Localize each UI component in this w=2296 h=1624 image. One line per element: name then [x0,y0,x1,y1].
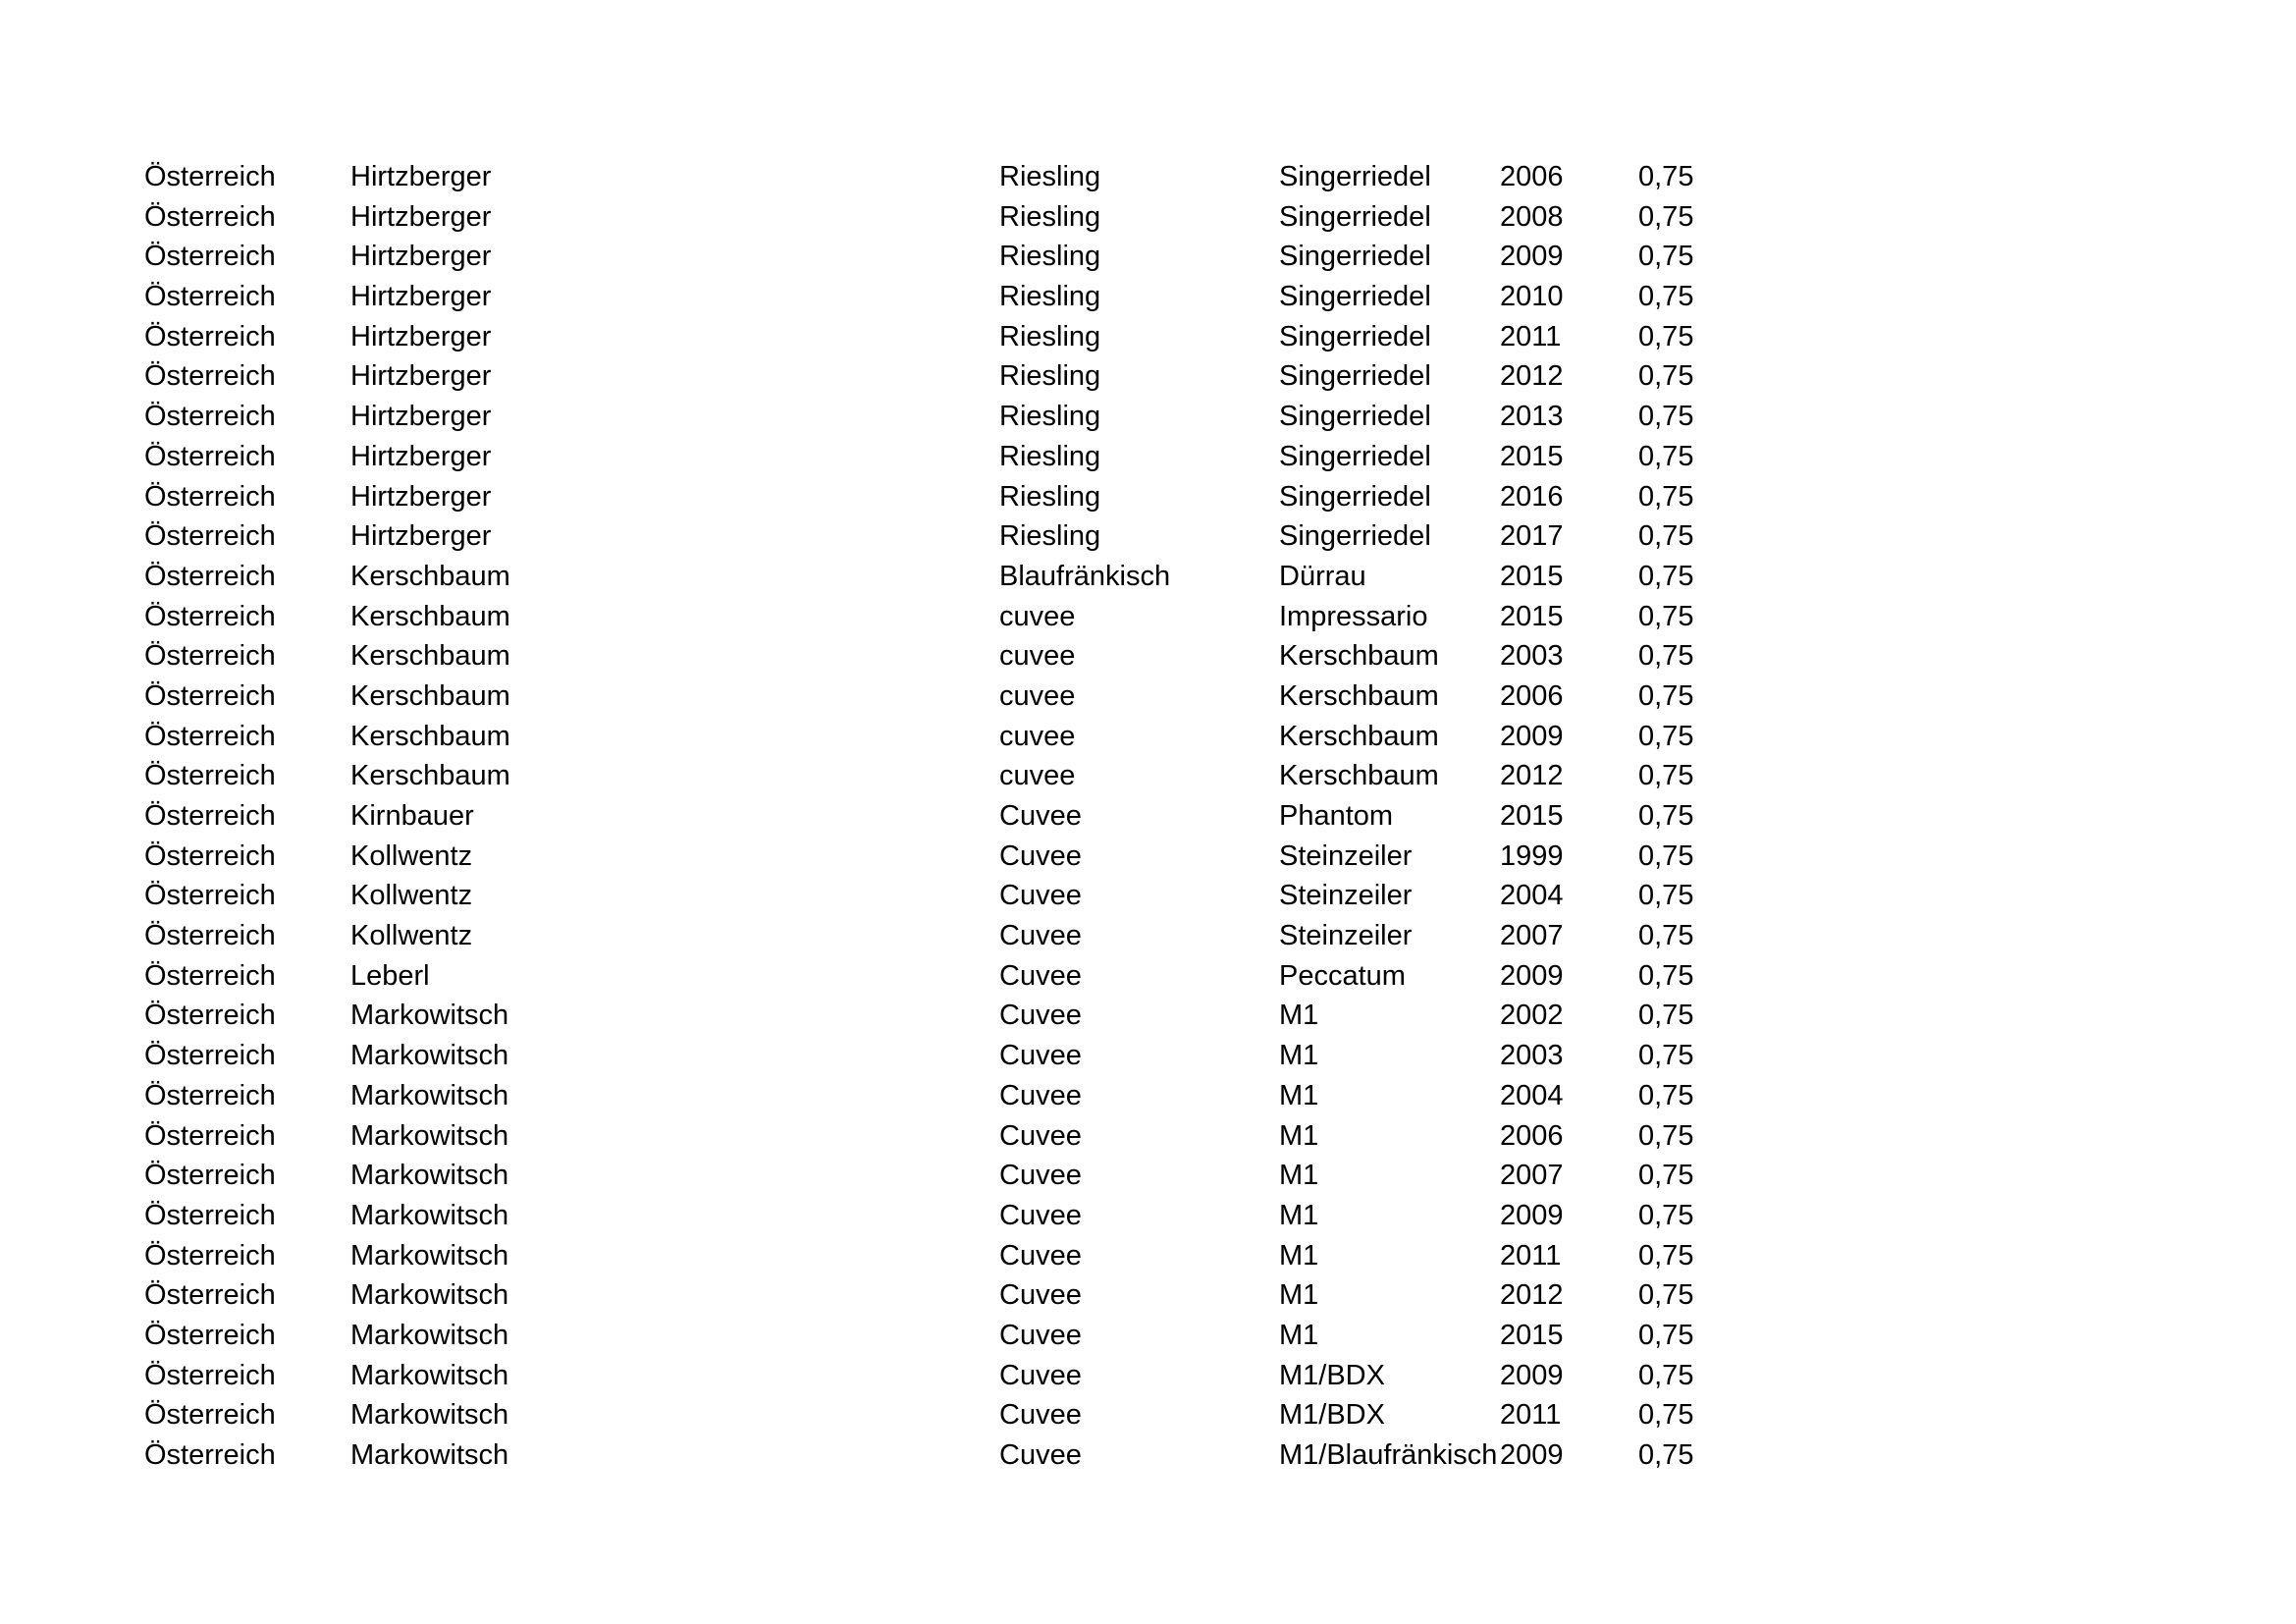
table-row [144,756,1715,796]
vintage-cell: 2007 [1500,1160,1564,1192]
bottle-size-cell: 0,75 [1638,1119,1694,1152]
table-row [144,237,1715,277]
producer-cell: Kollwentz [350,920,473,952]
bottle-size-cell: 0,75 [1638,920,1694,952]
bottle-size-cell: 0,75 [1638,1399,1694,1432]
producer-cell: Hirtzberger [350,281,492,313]
country-cell: Österreich [144,480,276,513]
producer-cell: Kerschbaum [350,679,510,712]
table-row [144,397,1715,437]
wine-name-cell: Steinzeiler [1279,920,1413,952]
variety-cell: Riesling [999,200,1101,233]
variety-cell: cuvee [999,640,1076,673]
variety-cell: Cuvee [999,1000,1082,1032]
vintage-cell: 2009 [1500,720,1564,752]
bottle-size-cell: 0,75 [1638,1239,1694,1272]
vintage-cell: 2006 [1500,161,1564,192]
producer-cell: Markowitsch [350,1079,509,1111]
producer-cell: Markowitsch [350,1199,509,1231]
variety-cell: Riesling [999,440,1101,472]
bottle-size-cell: 0,75 [1638,760,1694,792]
table-row [144,356,1715,397]
bottle-size-cell: 0,75 [1638,480,1694,513]
vintage-cell: 2007 [1500,920,1564,952]
producer-cell: Kerschbaum [350,640,510,673]
wine-name-cell: Kerschbaum [1279,760,1439,792]
country-cell: Österreich [144,1279,276,1312]
country-cell: Österreich [144,1319,276,1351]
country-cell: Österreich [144,360,276,393]
wine-name-cell: M1 [1279,1199,1319,1231]
variety-cell: Riesling [999,401,1101,433]
variety-cell: Cuvee [999,1359,1082,1391]
country-cell: Österreich [144,560,276,592]
wine-name-cell: M1 [1279,1119,1319,1152]
producer-cell: Markowitsch [350,1359,509,1391]
bottle-size-cell: 0,75 [1638,440,1694,472]
variety-cell: Cuvee [999,1160,1082,1192]
table-row [144,996,1715,1036]
bottle-size-cell: 0,75 [1638,520,1694,553]
bottle-size-cell: 0,75 [1638,720,1694,752]
vintage-cell: 2012 [1500,360,1564,393]
variety-cell: Cuvee [999,1319,1082,1351]
wine-name-cell: Steinzeiler [1279,880,1413,912]
wine-name-cell: Singerriedel [1279,281,1431,313]
bottle-size-cell: 0,75 [1638,560,1694,592]
country-cell: Österreich [144,1000,276,1032]
country-cell: Österreich [144,1239,276,1272]
country-cell: Österreich [144,1359,276,1391]
variety-cell: Cuvee [999,1279,1082,1312]
wine-name-cell: M1/BDX [1279,1399,1385,1432]
table-row [144,677,1715,717]
table-row [144,1435,1715,1476]
table-row [144,1395,1715,1435]
country-cell: Österreich [144,720,276,752]
bottle-size-cell: 0,75 [1638,1319,1694,1351]
bottle-size-cell: 0,75 [1638,839,1694,872]
wine-name-cell: Singerriedel [1279,401,1431,433]
wine-name-cell: M1 [1279,1319,1319,1351]
bottle-size-cell: 0,75 [1638,679,1694,712]
bottle-size-cell: 0,75 [1638,880,1694,912]
producer-cell: Hirtzberger [350,360,492,393]
vintage-cell: 2012 [1500,760,1564,792]
wine-name-cell: M1 [1279,1000,1319,1032]
variety-cell: Cuvee [999,1399,1082,1432]
wine-name-cell: Singerriedel [1279,200,1431,233]
vintage-cell: 2009 [1500,1439,1564,1471]
bottle-size-cell: 0,75 [1638,1359,1694,1391]
wine-name-cell: Singerriedel [1279,161,1431,192]
table-row [144,717,1715,757]
producer-cell: Markowitsch [350,1319,509,1351]
wine-name-cell: Singerriedel [1279,520,1431,553]
vintage-cell: 2015 [1500,800,1564,832]
vintage-cell: 2015 [1500,560,1564,592]
vintage-cell: 2003 [1500,1040,1564,1072]
variety-cell: cuvee [999,760,1076,792]
producer-cell: Kirnbauer [350,800,474,832]
country-cell: Österreich [144,281,276,313]
producer-cell: Markowitsch [350,1000,509,1032]
country-cell: Österreich [144,959,276,992]
bottle-size-cell: 0,75 [1638,401,1694,433]
table-row [144,1356,1715,1396]
country-cell: Österreich [144,520,276,553]
bottle-size-cell: 0,75 [1638,161,1694,192]
table-row [144,1116,1715,1157]
variety-cell: cuvee [999,679,1076,712]
vintage-cell: 2010 [1500,281,1564,313]
country-cell: Österreich [144,1439,276,1471]
country-cell: Österreich [144,1079,276,1111]
bottle-size-cell: 0,75 [1638,640,1694,673]
producer-cell: Kollwentz [350,880,473,912]
producer-cell: Leberl [350,959,430,992]
vintage-cell: 2012 [1500,1279,1564,1312]
bottle-size-cell: 0,75 [1638,320,1694,352]
producer-cell: Hirtzberger [350,480,492,513]
variety-cell: Riesling [999,520,1101,553]
producer-cell: Hirtzberger [350,401,492,433]
producer-cell: Kollwentz [350,839,473,872]
vintage-cell: 1999 [1500,839,1564,872]
table-row [144,636,1715,677]
bottle-size-cell: 0,75 [1638,800,1694,832]
country-cell: Österreich [144,640,276,673]
bottle-size-cell: 0,75 [1638,241,1694,273]
bottle-size-cell: 0,75 [1638,1439,1694,1471]
wine-name-cell: Singerriedel [1279,360,1431,393]
wine-name-cell: Kerschbaum [1279,640,1439,673]
vintage-cell: 2008 [1500,200,1564,233]
wine-name-cell: M1 [1279,1160,1319,1192]
producer-cell: Kerschbaum [350,560,510,592]
table-row [144,956,1715,997]
variety-cell: Cuvee [999,1439,1082,1471]
table-row [144,1156,1715,1196]
variety-cell: Cuvee [999,1199,1082,1231]
variety-cell: Cuvee [999,1040,1082,1072]
country-cell: Österreich [144,401,276,433]
vintage-cell: 2017 [1500,520,1564,553]
producer-cell: Kerschbaum [350,760,510,792]
wine-name-cell: M1/BDX [1279,1359,1385,1391]
producer-cell: Markowitsch [350,1279,509,1312]
vintage-cell: 2009 [1500,1199,1564,1231]
country-cell: Österreich [144,241,276,273]
producer-cell: Hirtzberger [350,161,492,192]
vintage-cell: 2006 [1500,1119,1564,1152]
bottle-size-cell: 0,75 [1638,360,1694,393]
bottle-size-cell: 0,75 [1638,1079,1694,1111]
variety-cell: cuvee [999,600,1076,632]
vintage-cell: 2011 [1500,1239,1562,1272]
variety-cell: Riesling [999,320,1101,352]
wine-name-cell: Kerschbaum [1279,679,1439,712]
table-row [144,157,1715,197]
country-cell: Österreich [144,1040,276,1072]
table-row [144,1196,1715,1236]
variety-cell: Cuvee [999,880,1082,912]
table-row [144,557,1715,597]
table-row [144,477,1715,517]
variety-cell: Cuvee [999,1119,1082,1152]
variety-cell: Riesling [999,281,1101,313]
variety-cell: Cuvee [999,1079,1082,1111]
country-cell: Österreich [144,1119,276,1152]
wine-name-cell: Impressario [1279,600,1428,632]
table-row [144,916,1715,956]
variety-cell: Riesling [999,161,1101,192]
wine-name-cell: Peccatum [1279,959,1406,992]
vintage-cell: 2009 [1500,241,1564,273]
table-row [144,437,1715,477]
wine-list-table [144,157,1715,1476]
wine-name-cell: M1 [1279,1239,1319,1272]
country-cell: Österreich [144,600,276,632]
bottle-size-cell: 0,75 [1638,600,1694,632]
producer-cell: Markowitsch [350,1160,509,1192]
country-cell: Österreich [144,800,276,832]
country-cell: Österreich [144,760,276,792]
table-row [144,837,1715,877]
variety-cell: Riesling [999,241,1101,273]
table-row [144,197,1715,238]
producer-cell: Kerschbaum [350,600,510,632]
wine-name-cell: Dürrau [1279,560,1366,592]
producer-cell: Kerschbaum [350,720,510,752]
table-row [144,1236,1715,1276]
wine-name-cell: M1/Blaufränkisch [1279,1439,1498,1471]
bottle-size-cell: 0,75 [1638,1199,1694,1231]
variety-cell: Cuvee [999,1239,1082,1272]
variety-cell: Cuvee [999,839,1082,872]
variety-cell: Cuvee [999,920,1082,952]
bottle-size-cell: 0,75 [1638,1040,1694,1072]
vintage-cell: 2015 [1500,440,1564,472]
country-cell: Österreich [144,1399,276,1432]
wine-name-cell: M1 [1279,1079,1319,1111]
vintage-cell: 2009 [1500,1359,1564,1391]
vintage-cell: 2006 [1500,679,1564,712]
producer-cell: Hirtzberger [350,241,492,273]
country-cell: Österreich [144,839,276,872]
wine-name-cell: Steinzeiler [1279,839,1413,872]
table-row [144,1275,1715,1316]
producer-cell: Markowitsch [350,1040,509,1072]
wine-name-cell: Singerriedel [1279,241,1431,273]
bottle-size-cell: 0,75 [1638,1279,1694,1312]
wine-name-cell: Kerschbaum [1279,720,1439,752]
bottle-size-cell: 0,75 [1638,1160,1694,1192]
table-row [144,317,1715,357]
table-row [144,516,1715,557]
country-cell: Österreich [144,920,276,952]
producer-cell: Markowitsch [350,1119,509,1152]
vintage-cell: 2009 [1500,959,1564,992]
wine-name-cell: Singerriedel [1279,440,1431,472]
producer-cell: Hirtzberger [350,440,492,472]
variety-cell: cuvee [999,720,1076,752]
variety-cell: Riesling [999,360,1101,393]
wine-name-cell: Singerriedel [1279,480,1431,513]
wine-name-cell: M1 [1279,1279,1319,1312]
table-row [144,1076,1715,1116]
producer-cell: Hirtzberger [350,200,492,233]
producer-cell: Markowitsch [350,1399,509,1432]
variety-cell: Cuvee [999,959,1082,992]
table-row [144,1316,1715,1356]
bottle-size-cell: 0,75 [1638,200,1694,233]
bottle-size-cell: 0,75 [1638,281,1694,313]
country-cell: Österreich [144,1199,276,1231]
vintage-cell: 2002 [1500,1000,1564,1032]
table-row [144,277,1715,317]
wine-name-cell: M1 [1279,1040,1319,1072]
producer-cell: Hirtzberger [350,320,492,352]
bottle-size-cell: 0,75 [1638,1000,1694,1032]
country-cell: Österreich [144,679,276,712]
wine-name-cell: Phantom [1279,800,1394,832]
vintage-cell: 2016 [1500,480,1564,513]
vintage-cell: 2015 [1500,600,1564,632]
table-row [144,1036,1715,1076]
vintage-cell: 2013 [1500,401,1564,433]
vintage-cell: 2011 [1500,1399,1562,1432]
country-cell: Österreich [144,440,276,472]
variety-cell: Blaufränkisch [999,560,1171,592]
country-cell: Österreich [144,1160,276,1192]
producer-cell: Markowitsch [350,1439,509,1471]
bottle-size-cell: 0,75 [1638,959,1694,992]
vintage-cell: 2011 [1500,320,1562,352]
producer-cell: Hirtzberger [350,520,492,553]
country-cell: Österreich [144,320,276,352]
country-cell: Österreich [144,200,276,233]
table-row [144,597,1715,637]
table-row [144,796,1715,837]
variety-cell: Cuvee [999,800,1082,832]
producer-cell: Markowitsch [350,1239,509,1272]
vintage-cell: 2015 [1500,1319,1564,1351]
table-row [144,876,1715,916]
country-cell: Österreich [144,880,276,912]
vintage-cell: 2003 [1500,640,1564,673]
vintage-cell: 2004 [1500,1079,1564,1111]
wine-name-cell: Singerriedel [1279,320,1431,352]
variety-cell: Riesling [999,480,1101,513]
vintage-cell: 2004 [1500,880,1564,912]
country-cell: Österreich [144,161,276,192]
